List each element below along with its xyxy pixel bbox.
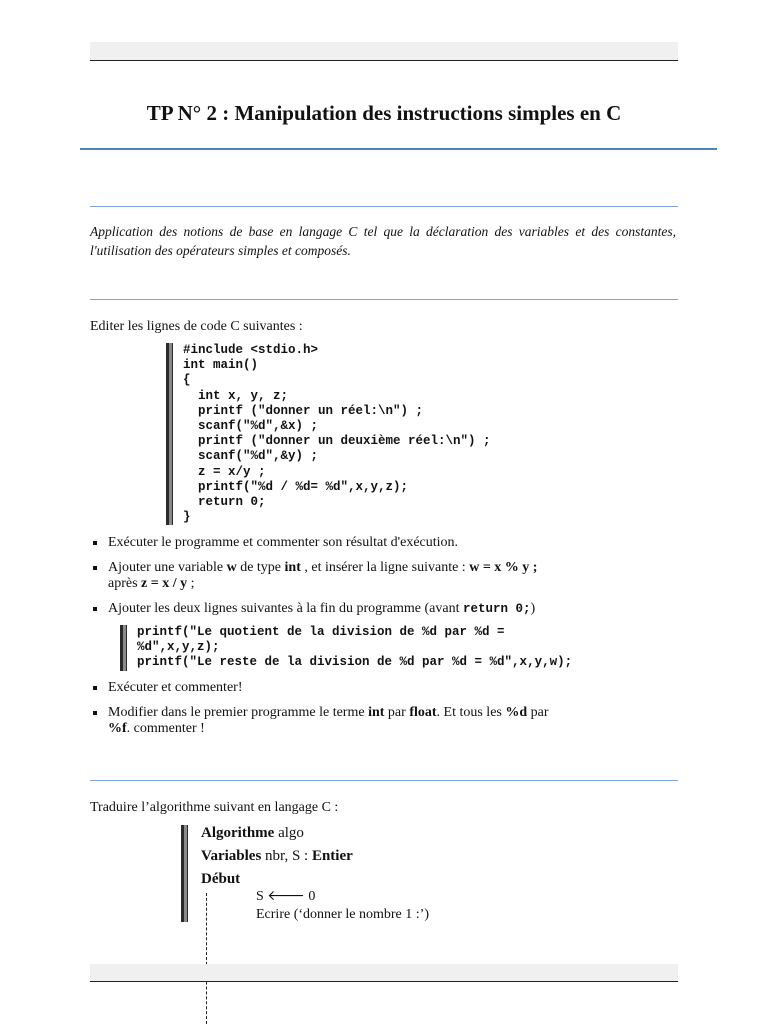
page-header-rule (90, 60, 678, 61)
section-divider-exercise1 (90, 299, 678, 300)
algorithm-dashed-guide (206, 893, 207, 1024)
algorithm-body (256, 888, 429, 924)
page-title: TP N° 2 : Manipulation des instructions simples en C (146, 101, 622, 125)
instruction-add-variable: Ajouter une variable w de type int , et insérer la ligne suivante : w = x % y ; après z = x / y ; (90, 560, 680, 592)
intro-paragraph: Application des notions de base en langage C tel que la déclaration des variables et des constantes, l'utilisation des opérateurs simples et composés. (90, 224, 676, 258)
code-block-snippet: printf("Le quotient de la division de %d par %d = %d",x,y,z); printf("Le reste de la division de %d par %d = %d",x,y,w); (137, 625, 573, 670)
bullet-square-icon (93, 607, 97, 611)
bullet-square-icon (93, 566, 97, 570)
instruction-add-lines: Ajouter les deux lignes suivantes à la fin du programme (avant return 0;) (90, 601, 680, 617)
bullet-square-icon (93, 711, 97, 715)
instruction-run: Exécuter le programme et commenter son résultat d'exécution. (90, 535, 680, 551)
exercise2-heading: Traduire l’algorithme suivant en langage C : (90, 800, 339, 815)
title-underline (80, 148, 717, 150)
bullet-square-icon (93, 686, 97, 690)
exercise1-instructions-more (90, 680, 680, 737)
section-divider-exercise2 (90, 780, 678, 781)
page-footer-band (90, 964, 678, 981)
instruction-run-comment: Exécuter et commenter! (90, 680, 680, 696)
algorithm-block-bar (181, 825, 188, 922)
exercise1-instructions (90, 535, 680, 617)
algorithm-line-write: Ecrire (‘donner le nombre 1 :’) (256, 907, 429, 922)
snippet-block-bar (120, 625, 127, 671)
algorithm-line-assign: S 🡐 0 (256, 889, 316, 904)
bullet-square-icon (93, 541, 97, 545)
page-footer-rule (90, 981, 678, 982)
section-divider-objective (90, 206, 678, 207)
algorithm-debut: Début (201, 871, 241, 887)
algorithm-block (201, 822, 353, 891)
algorithm-header: Algorithme algo (201, 825, 304, 841)
exercise1-heading: Editer les lignes de code C suivantes : (90, 319, 303, 334)
algorithm-variables: Variables nbr, S : Entier (201, 848, 353, 864)
code-block-main: #include <stdio.h> int main() { int x, y, z; printf ("donner un réel:\n") ; scanf("%d",&x) ; printf ("donner un deuxième réel:\n") ; scanf("%d",&y) ; z = x/y ; printf("%d / %d= %d",x,y,z); return 0; } (183, 343, 491, 525)
code-block-bar (166, 343, 173, 525)
instruction-modify-types: Modifier dans le premier programme le terme int par float. Et tous les %d par %f. commenter ! (90, 705, 680, 737)
page-header-band (90, 42, 678, 60)
